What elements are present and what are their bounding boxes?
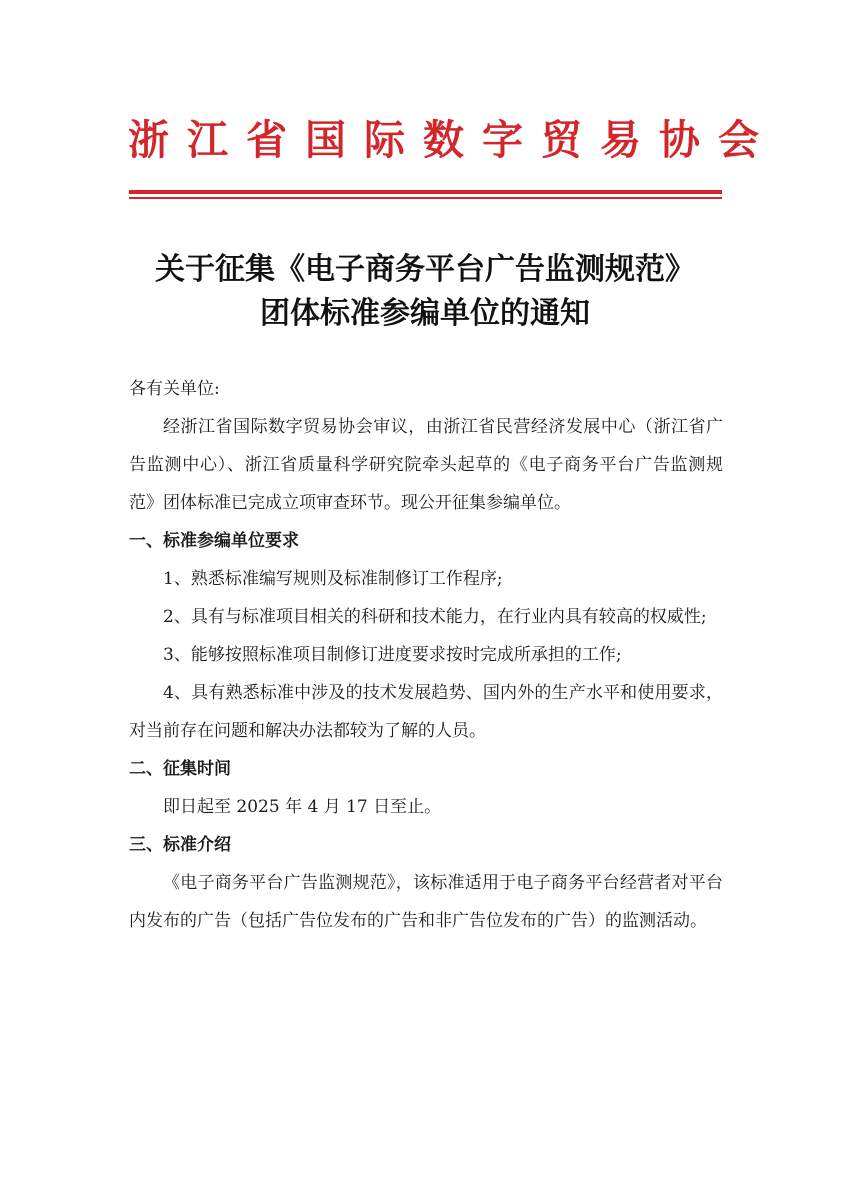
header-divider-thin xyxy=(129,197,722,199)
salutation: 各有关单位: xyxy=(129,379,220,399)
requirement-item: 3、能够按照标准项目制修订进度要求按时完成所承担的工作; xyxy=(163,645,622,665)
collection-time-text: 即日起至 2025 年 4 月 17 日至止。 xyxy=(163,797,442,817)
requirement-item: 1、熟悉标准编写规则及标准制修订工作程序; xyxy=(163,569,503,589)
section-heading-time: 二、征集时间 xyxy=(129,759,231,779)
title-line-2: 团体标准参编单位的通知 xyxy=(260,296,590,331)
requirement-item: 4、具有熟悉标准中涉及的技术发展趋势、国内外的生产水平和使用要求，对当前存在问题和解决办法都较为了解的人员。 xyxy=(129,683,723,741)
document-body xyxy=(129,370,723,940)
requirement-item: 2、具有与标准项目相关的科研和技术能力，在行业内具有较高的权威性; xyxy=(163,607,707,627)
intro-paragraph: 经浙江省国际数字贸易协会审议，由浙江省民营经济发展中心（浙江省广告监测中心）、浙江省质量科学研究院牵头起草的《电子商务平台广告监测规范》团体标准已完成立项审查环节。现公开征集参编单位。 xyxy=(129,417,723,513)
section-heading-intro: 三、标准介绍 xyxy=(129,835,231,855)
header-divider-thick xyxy=(129,190,722,194)
document-title xyxy=(110,248,740,336)
organization-header: 浙江省国际数字贸易协会 xyxy=(128,116,777,164)
title-line-1: 关于征集《电子商务平台广告监测规范》 xyxy=(155,252,695,287)
section-heading-requirements: 一、标准参编单位要求 xyxy=(129,531,299,551)
standard-intro-text: 《电子商务平台广告监测规范》，该标准适用于电子商务平台经营者对平台内发布的广告（包括广告位发布的广告和非广告位发布的广告）的监测活动。 xyxy=(129,873,723,931)
